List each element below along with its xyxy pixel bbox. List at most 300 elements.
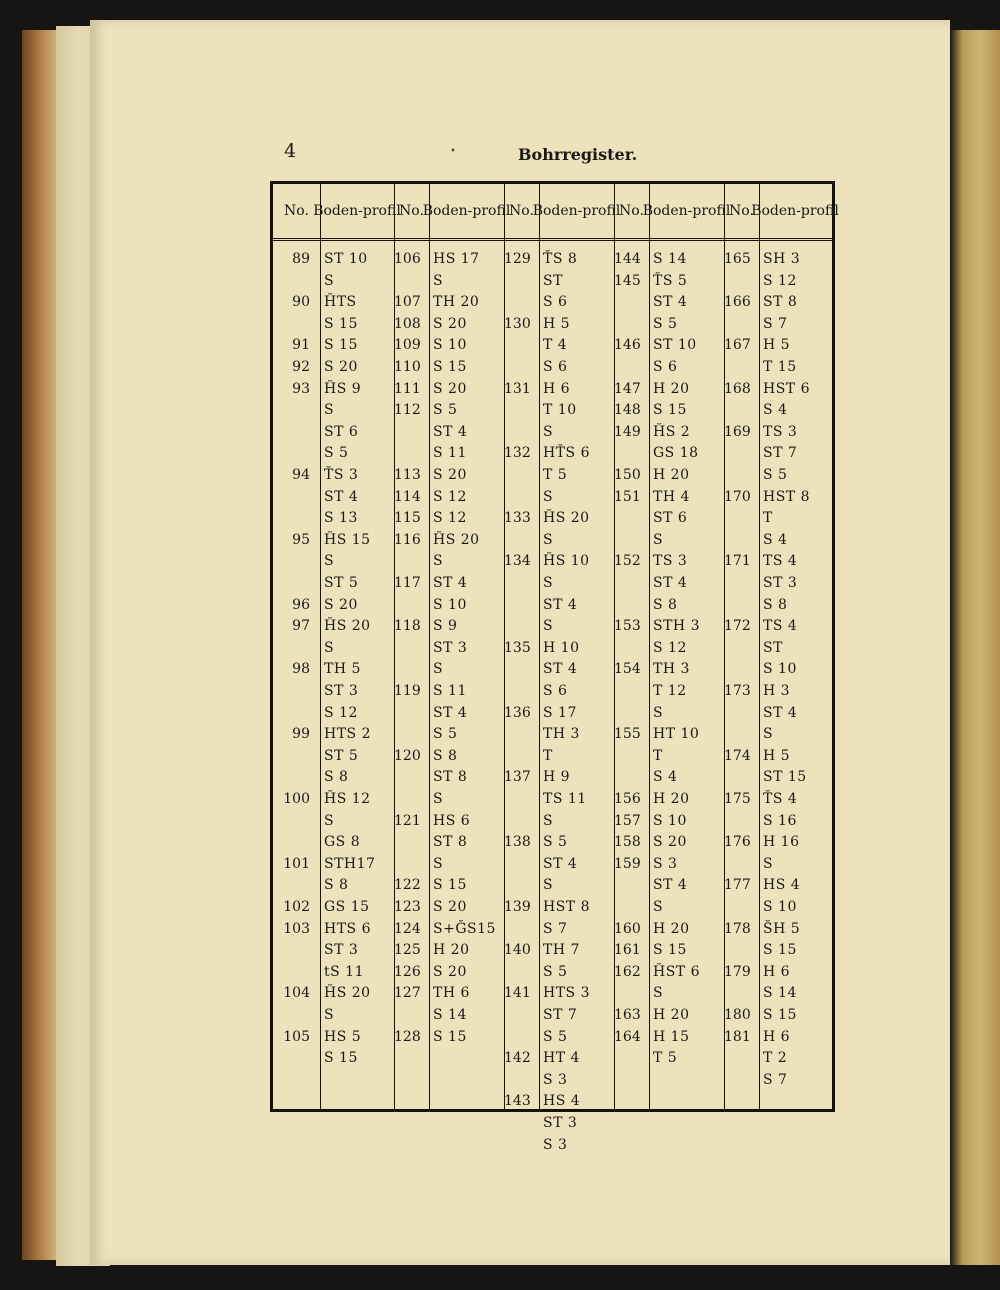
soil-profile-entry: S 5 [543, 963, 568, 980]
soil-profile-entry: T 10 [543, 402, 577, 419]
soil-profile-entry: S 10 [433, 337, 467, 354]
soil-profile-entry: HT 4 [543, 1050, 580, 1067]
soil-profile-entry: T̆S 4 [763, 791, 798, 807]
no-column [273, 184, 321, 1109]
soil-profile-entry: S [324, 1007, 335, 1023]
bodenprofil-column [422, 184, 511, 1109]
boring-number: 142 [504, 1050, 531, 1067]
boring-number: 97 [292, 618, 310, 635]
soil-profile-entry: ST 10 [324, 251, 368, 267]
soil-profile-entry: H 15 [653, 1028, 690, 1045]
soil-profile-entry: S 7 [543, 920, 568, 937]
boring-number: 134 [504, 553, 531, 570]
soil-profile-entry: TS 3 [763, 423, 798, 440]
soil-profile-entry: H̆S 20 [543, 510, 590, 527]
soil-profile-entry: T [763, 510, 773, 527]
boring-number: 126 [394, 963, 421, 980]
soil-profile-entry: S 5 [324, 445, 349, 462]
soil-profile-entry: H 20 [433, 942, 470, 959]
boring-number: 178 [724, 920, 751, 937]
soil-profile-entry: TH 4 [653, 488, 690, 505]
soil-profile-entry: TH 3 [653, 661, 690, 678]
boring-number: 152 [614, 553, 641, 570]
soil-profile-entry: S 6 [543, 683, 568, 699]
boring-number: 168 [724, 380, 751, 397]
soil-profile-entry: H̆ST 6 [653, 963, 700, 980]
soil-profile-entry: H̆S 20 [324, 985, 371, 1002]
soil-profile-entry: S 15 [324, 1050, 358, 1067]
boring-number: 181 [724, 1028, 751, 1045]
boring-number: 138 [504, 834, 531, 851]
soil-profile-entry: S [653, 985, 664, 1002]
soil-profile-entry: S [543, 877, 554, 894]
soil-profile-entry: ST 3 [543, 1115, 578, 1131]
facing-page-edge [950, 30, 1000, 1265]
boring-number: 92 [292, 359, 310, 375]
soil-profile-entry: S 10 [763, 661, 797, 678]
soil-profile-entry: S 6 [543, 359, 568, 375]
soil-profile-entry: S [433, 272, 444, 289]
soil-profile-entry: ST 4 [324, 488, 359, 505]
print-mark: • [450, 146, 456, 157]
soil-profile-entry: S [653, 899, 664, 915]
soil-profile-entry: S 8 [653, 596, 678, 613]
boring-number: 116 [394, 531, 421, 548]
soil-profile-entry: S [653, 531, 664, 548]
soil-profile-entry: HST 6 [763, 380, 810, 397]
boring-number: 175 [724, 791, 751, 807]
soil-profile-entry: ST 3 [324, 942, 359, 959]
boring-number: 143 [504, 1093, 531, 1110]
boring-number: 103 [283, 920, 310, 937]
soil-profile-entry: S 5 [543, 834, 568, 851]
boring-number: 144 [614, 251, 641, 267]
boring-number: 115 [394, 510, 421, 527]
soil-profile-entry: S 7 [763, 1071, 788, 1088]
soil-profile-entry: ST 4 [653, 294, 688, 311]
boring-number: 123 [394, 899, 421, 915]
soil-profile-entry: HT̆S 6 [543, 445, 590, 462]
running-title: Bohrregister. [518, 145, 638, 164]
boring-number: 131 [504, 380, 531, 397]
soil-profile-entry: S 16 [763, 812, 797, 829]
boring-number: 162 [614, 963, 641, 980]
soil-profile-entry: H 9 [543, 769, 571, 786]
boring-number: 141 [504, 985, 531, 1002]
soil-profile-entry: S 4 [763, 531, 788, 548]
soil-profile-entry: TH 6 [433, 985, 470, 1002]
soil-profile-entry: H 20 [653, 1007, 690, 1023]
soil-profile-entry: SH 3 [763, 251, 801, 267]
no-header: No. [399, 203, 424, 219]
boring-number: 167 [724, 337, 751, 354]
soil-profile-entry: H 20 [653, 380, 690, 397]
soil-profile-entry: HS 5 [324, 1028, 362, 1045]
soil-profile-entry: S 8 [763, 596, 788, 613]
soil-profile-entry: T 12 [653, 683, 687, 699]
soil-profile-entry: S 9 [433, 618, 458, 635]
soil-profile-entry: H 20 [653, 791, 690, 807]
soil-profile-entry: S 3 [543, 1071, 568, 1088]
soil-profile-entry: S [543, 812, 554, 829]
soil-profile-entry: S [543, 618, 554, 635]
soil-profile-entry: ST 4 [433, 704, 468, 721]
soil-profile-entry: ST 8 [433, 769, 468, 786]
boring-number: 106 [394, 251, 421, 267]
soil-profile-entry: H 6 [543, 380, 571, 397]
soil-profile-entry: S [324, 639, 335, 656]
soil-profile-entry: ST 7 [763, 445, 798, 462]
soil-profile-entry: ST 3 [433, 639, 468, 656]
boring-number: 170 [724, 488, 751, 505]
soil-profile-entry: TS 3 [653, 553, 688, 570]
soil-profile-entry: T [543, 747, 553, 764]
soil-profile-entry: S 5 [543, 1028, 568, 1045]
soil-profile-entry: ST 5 [324, 747, 359, 764]
boring-number: 171 [724, 553, 751, 570]
boring-number: 94 [292, 467, 310, 483]
boring-number: 102 [283, 899, 310, 915]
boring-number: 150 [614, 467, 641, 483]
boring-number: 98 [292, 661, 310, 678]
boring-number: 176 [724, 834, 751, 851]
soil-profile-entry: H̆S 10 [543, 553, 590, 570]
soil-profile-entry: HS 6 [433, 812, 471, 829]
soil-profile-entry: ST [763, 639, 783, 656]
soil-profile-entry: S 15 [324, 337, 358, 354]
boring-number: 96 [292, 596, 310, 613]
soil-profile-entry: S 14 [433, 1007, 467, 1023]
soil-profile-entry: S [763, 726, 774, 743]
soil-profile-entry: S 8 [433, 747, 458, 764]
boring-number: 161 [614, 942, 641, 959]
boring-number: 93 [292, 380, 310, 397]
soil-profile-entry: ST 3 [763, 575, 798, 591]
soil-profile-entry: H 6 [763, 963, 791, 980]
soil-profile-entry: H 6 [763, 1028, 791, 1045]
soil-profile-entry: ST 8 [433, 834, 468, 851]
soil-profile-entry: TS 11 [543, 791, 587, 807]
bodenprofil-header: Boden- profil [422, 203, 511, 219]
soil-profile-entry: TH 3 [543, 726, 580, 743]
no-header: No. [509, 203, 534, 219]
bodenprofil-column [532, 184, 621, 1153]
soil-profile-entry: TH 20 [433, 294, 480, 311]
bodenprofil-column [751, 184, 839, 1109]
no-column [504, 184, 540, 1109]
soil-profile-entry: T̆S 8 [543, 251, 578, 267]
soil-profile-entry: TS 4 [763, 618, 798, 635]
soil-profile-entry: S 15 [324, 315, 358, 332]
soil-profile-entry: TS 4 [763, 553, 798, 570]
no-header: No. [284, 203, 309, 219]
boring-number: 153 [614, 618, 641, 635]
boring-number: 139 [504, 899, 531, 915]
bodenprofil-header: Boden- profil [313, 203, 401, 219]
boring-number: 127 [394, 985, 421, 1002]
soil-profile-entry: S 5 [433, 726, 458, 743]
soil-profile-entry: H̆S 9 [324, 380, 362, 397]
soil-profile-entry: S 12 [433, 488, 467, 505]
soil-profile-entry: S 20 [433, 899, 467, 915]
soil-profile-entry: S [543, 423, 554, 440]
soil-profile-entry: S 15 [653, 942, 687, 959]
soil-profile-entry: ST 4 [653, 877, 688, 894]
soil-profile-entry: ST 3 [324, 683, 359, 699]
soil-profile-entry: H 5 [763, 337, 791, 354]
boring-number: 137 [504, 769, 531, 786]
soil-profile-entry: ST 4 [543, 661, 578, 678]
soil-profile-entry: S 20 [433, 380, 467, 397]
page-number: 4 [284, 140, 297, 162]
soil-profile-entry: H 20 [653, 920, 690, 937]
no-header: No. [729, 203, 754, 219]
soil-profile-entry: HS 4 [763, 877, 801, 894]
boring-number: 164 [614, 1028, 641, 1045]
soil-profile-entry: GS 8 [324, 834, 361, 851]
boring-number: 99 [292, 726, 310, 743]
soil-profile-entry: HTS 3 [543, 985, 590, 1002]
boring-number: 156 [614, 791, 641, 807]
boring-number: 159 [614, 855, 641, 872]
soil-profile-entry: T̆S 3 [324, 467, 359, 483]
boring-number: 125 [394, 942, 421, 959]
soil-profile-entry: S 10 [653, 812, 687, 829]
boring-number: 124 [394, 920, 421, 937]
soil-profile-entry: T 15 [763, 359, 797, 375]
soil-profile-entry: HS 17 [433, 251, 480, 267]
soil-profile-entry: H 10 [543, 639, 580, 656]
soil-profile-entry: S 20 [324, 596, 358, 613]
soil-profile-entry: ST 8 [763, 294, 798, 311]
soil-profile-entry: S 7 [763, 315, 788, 332]
soil-profile-entry: S 20 [433, 963, 467, 980]
boring-number: 91 [292, 337, 310, 354]
soil-profile-entry: S 12 [433, 510, 467, 527]
soil-profile-entry: S [433, 855, 444, 872]
boring-number: 157 [614, 812, 641, 829]
soil-profile-entry: TH 7 [543, 942, 580, 959]
boring-number: 151 [614, 488, 641, 505]
soil-profile-entry: H̆S 20 [324, 618, 371, 635]
soil-profile-entry: ST 4 [543, 596, 578, 613]
soil-profile-entry: S̆H 5 [763, 920, 801, 937]
soil-profile-entry: STH17 [324, 855, 376, 872]
bodenprofil-header: Boden- profil [751, 203, 839, 219]
no-column [614, 184, 650, 1109]
boring-number: 146 [614, 337, 641, 354]
boring-number: 114 [394, 488, 421, 505]
soil-profile-entry: ST 5 [324, 575, 359, 591]
no-column [394, 184, 430, 1109]
soil-profile-entry: S 14 [763, 985, 797, 1002]
soil-profile-entry: S 15 [763, 1007, 797, 1023]
soil-profile-entry: HT 10 [653, 726, 700, 743]
soil-profile-entry: S 20 [433, 315, 467, 332]
boring-number: 95 [292, 531, 310, 548]
boring-number: 105 [283, 1028, 310, 1045]
soil-profile-entry: T 4 [543, 337, 568, 354]
boring-number: 120 [394, 747, 421, 764]
soil-profile-entry: S 15 [433, 1028, 467, 1045]
soil-profile-entry: H̆TS [324, 294, 357, 311]
soil-profile-entry: S [324, 812, 335, 829]
soil-profile-entry: HTS 6 [324, 920, 371, 937]
bodenprofil-header: Boden- profil [642, 203, 731, 219]
soil-profile-entry: S 8 [324, 769, 349, 786]
soil-profile-entry: H̆S 15 [324, 531, 371, 548]
soil-profile-entry: ST 10 [653, 337, 697, 354]
soil-profile-entry: HST 8 [763, 488, 810, 505]
soil-profile-entry: S 4 [763, 402, 788, 419]
soil-profile-entry: T 5 [543, 467, 568, 483]
soil-profile-entry: S 20 [433, 467, 467, 483]
boring-number: 132 [504, 445, 531, 462]
boring-number: 140 [504, 942, 531, 959]
soil-profile-entry: S [433, 661, 444, 678]
boring-number: 149 [614, 423, 641, 440]
soil-profile-entry: ST 6 [653, 510, 688, 527]
soil-profile-entry: T 2 [763, 1050, 788, 1067]
soil-profile-entry: H 5 [763, 747, 791, 764]
soil-profile-entry: ST 7 [543, 1007, 578, 1023]
bodenprofil-header: Boden- profil [532, 203, 621, 219]
boring-number: 110 [394, 359, 421, 375]
boring-number: 100 [283, 791, 310, 807]
soil-profile-entry: T 5 [653, 1050, 678, 1067]
boring-number: 108 [394, 315, 421, 332]
soil-profile-entry: S 20 [324, 359, 358, 375]
soil-profile-entry: TH 5 [324, 661, 361, 678]
soil-profile-entry: HTS 2 [324, 726, 371, 743]
boring-number: 163 [614, 1007, 641, 1023]
soil-profile-entry: S 13 [324, 510, 358, 527]
boring-number: 119 [394, 683, 421, 699]
soil-profile-entry: S 5 [763, 467, 788, 483]
soil-profile-entry: H̆S 20 [433, 531, 480, 548]
soil-profile-entry: S [433, 791, 444, 807]
soil-profile-entry: HST 8 [543, 899, 590, 915]
boring-number: 147 [614, 380, 641, 397]
soil-profile-entry: S 3 [653, 855, 678, 872]
soil-profile-entry: S 11 [433, 445, 467, 462]
boring-number: 128 [394, 1028, 421, 1045]
boring-number: 180 [724, 1007, 751, 1023]
soil-profile-entry: H̆S 12 [324, 791, 371, 807]
soil-profile-entry: GS 18 [653, 445, 699, 462]
no-header: No. [619, 203, 644, 219]
soil-profile-entry: S 5 [653, 315, 678, 332]
soil-profile-entry: GS 15 [324, 899, 370, 915]
boring-number: 172 [724, 618, 751, 635]
boring-number: 173 [724, 683, 751, 699]
soil-profile-entry: H 16 [763, 834, 800, 851]
soil-profile-entry: S 3 [543, 1136, 568, 1153]
soil-profile-entry: S 14 [653, 251, 687, 267]
soil-profile-entry: T̆S 5 [653, 272, 688, 289]
soil-profile-entry: ST 4 [433, 575, 468, 591]
boring-number: 158 [614, 834, 641, 851]
boring-number: 169 [724, 423, 751, 440]
boring-number: 165 [724, 251, 751, 267]
soil-profile-entry: S 10 [763, 899, 797, 915]
boring-number: 145 [614, 272, 641, 289]
soil-profile-entry: S [763, 855, 774, 872]
boring-number: 174 [724, 747, 751, 764]
boring-number: 104 [283, 985, 310, 1002]
soil-profile-entry: S 20 [653, 834, 687, 851]
soil-profile-entry: S [433, 553, 444, 570]
soil-profile-entry: S [324, 553, 335, 570]
boring-number: 154 [614, 661, 641, 678]
boring-number: 136 [504, 704, 531, 721]
soil-profile-entry: STH 3 [653, 618, 700, 635]
soil-profile-entry: H 3 [763, 683, 791, 699]
soil-profile-entry: S 15 [433, 877, 467, 894]
boring-number: 179 [724, 963, 751, 980]
soil-profile-entry: S 15 [433, 359, 467, 375]
soil-profile-entry: S 6 [653, 359, 678, 375]
soil-profile-entry: ST 4 [543, 855, 578, 872]
soil-profile-entry: S 8 [324, 877, 349, 894]
boring-number: 101 [283, 855, 310, 872]
soil-profile-entry: S [543, 488, 554, 505]
boring-number: 90 [292, 294, 310, 311]
soil-profile-entry: T [653, 747, 663, 764]
bodenprofil-column [313, 184, 401, 1109]
soil-profile-entry: S 11 [433, 683, 467, 699]
boring-number: 89 [292, 251, 310, 267]
soil-profile-entry: H 20 [653, 467, 690, 483]
boring-number: 112 [394, 402, 421, 419]
soil-profile-entry: HS 4 [543, 1093, 581, 1110]
soil-profile-entry: ST 4 [763, 704, 798, 721]
boring-number: 121 [394, 812, 421, 829]
bodenprofil-column [642, 184, 731, 1109]
boring-number: 130 [504, 315, 531, 332]
soil-profile-entry: S [324, 402, 335, 419]
soil-profile-entry: S 15 [653, 402, 687, 419]
soil-profile-entry: S [653, 704, 664, 721]
soil-profile-entry: H 5 [543, 315, 571, 332]
soil-profile-entry: S [543, 575, 554, 591]
boring-number: 148 [614, 402, 641, 419]
soil-profile-entry: ST 6 [324, 423, 359, 440]
soil-profile-entry: H̆S 2 [653, 423, 691, 440]
soil-profile-entry: tS 11 [324, 963, 364, 980]
boring-number: 111 [394, 380, 421, 397]
soil-profile-entry: S 17 [543, 704, 577, 721]
boring-number: 177 [724, 877, 751, 894]
soil-profile-entry: S 4 [653, 769, 678, 786]
no-column [724, 184, 760, 1109]
soil-profile-entry: S [324, 272, 335, 289]
boring-number: 129 [504, 251, 531, 267]
soil-profile-entry: S 15 [763, 942, 797, 959]
soil-profile-entry: ST 4 [433, 423, 468, 440]
soil-profile-entry: ST 4 [653, 575, 688, 591]
soil-profile-entry: S+ĞS15 [433, 920, 496, 937]
soil-profile-entry: S 5 [433, 402, 458, 419]
soil-profile-entry: ST [543, 272, 563, 289]
book-spine-edge [22, 30, 58, 1260]
boring-number: 133 [504, 510, 531, 527]
boring-number: 118 [394, 618, 421, 635]
soil-profile-entry: S 10 [433, 596, 467, 613]
boring-number: 135 [504, 639, 531, 656]
boring-number: 166 [724, 294, 751, 311]
soil-profile-entry: S 12 [324, 704, 358, 721]
